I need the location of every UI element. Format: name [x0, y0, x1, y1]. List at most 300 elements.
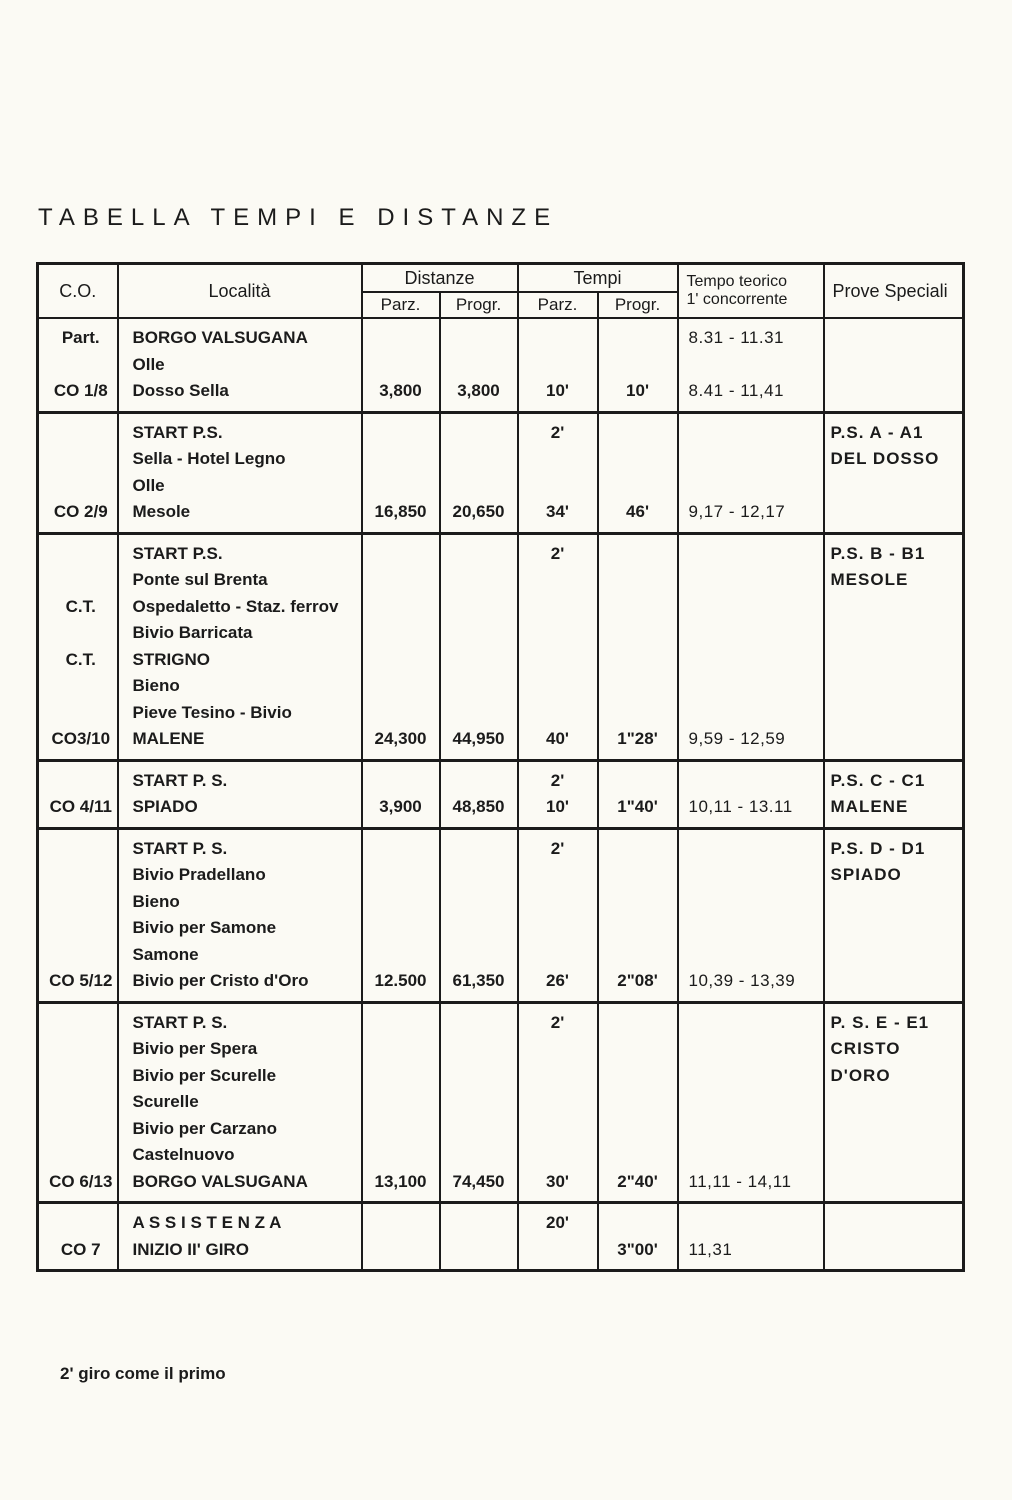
localita-line: SPIADO — [132, 797, 198, 816]
co-line — [39, 862, 117, 889]
tempo-progressivo-line — [599, 862, 677, 889]
distanza-progressiva-line — [441, 673, 517, 700]
co-line — [39, 889, 117, 916]
tempo-progressivo-line — [599, 836, 677, 863]
co-line — [39, 673, 117, 700]
co-line — [39, 473, 117, 500]
distanza-progressiva-line: 3,800 — [457, 381, 500, 400]
co-line — [39, 700, 117, 727]
tempo-progressivo-line — [599, 1063, 677, 1090]
prova-speciale-cell — [824, 412, 964, 533]
distanza-progressiva-line — [441, 647, 517, 674]
prova-speciale-line — [825, 1142, 963, 1169]
prova-speciale-line — [825, 889, 963, 916]
prova-speciale-line — [825, 325, 963, 352]
prova-speciale-line — [825, 620, 963, 647]
localita-cell — [118, 412, 362, 533]
prova-speciale-line — [825, 1116, 963, 1143]
distanza-parziale-line: 24,300 — [374, 729, 427, 748]
prova-speciale-line — [825, 915, 963, 942]
tempo-progressivo-line — [599, 352, 677, 379]
distanza-progressiva-line: 48,850 — [452, 797, 505, 816]
tempo-progressivo-line: 1"28' — [617, 729, 658, 748]
distanza-progressiva-cell — [440, 533, 518, 760]
table-row — [38, 412, 964, 533]
header-tempo-teorico — [678, 264, 824, 319]
prova-speciale-line — [825, 1169, 963, 1196]
tempo-teorico-line — [679, 1010, 823, 1037]
localita-line: Bivio per Samone — [132, 918, 277, 937]
tempo-parziale-line: 26' — [546, 971, 569, 990]
distanza-parziale-line — [363, 647, 439, 674]
tempo-teorico-cell — [678, 1203, 824, 1271]
tempo-teorico-line — [679, 889, 823, 916]
distanza-progressiva-line — [441, 1089, 517, 1116]
co-cell — [38, 533, 118, 760]
co-line — [39, 1142, 117, 1169]
tempo-parziale-line — [519, 1089, 597, 1116]
co-line: CO 1/8 — [53, 381, 108, 400]
distanza-progressiva-line — [441, 942, 517, 969]
co-cell — [38, 412, 118, 533]
distanza-parziale-line — [363, 836, 439, 863]
localita-line: START P. S. — [132, 838, 228, 858]
distanza-progressiva-cell — [440, 828, 518, 1002]
localita-line: Scurelle — [132, 1092, 199, 1111]
tempo-teorico-line — [679, 352, 823, 379]
localita-cell — [118, 533, 362, 760]
tempo-parziale-line — [519, 915, 597, 942]
distanza-parziale-line — [363, 594, 439, 621]
tempo-teorico-line — [679, 1210, 823, 1237]
localita-line: START P. S. — [132, 770, 228, 790]
prova-speciale-line: P.S. C - C1 — [830, 770, 926, 790]
tempo-progressivo-cell — [598, 1203, 678, 1271]
localita-line: START P. S. — [132, 1012, 228, 1032]
prova-speciale-line — [825, 942, 963, 969]
tempo-parziale-cell — [518, 1203, 598, 1271]
localita-line: Dosso Sella — [132, 381, 229, 400]
tempo-progressivo-line: 2"08' — [617, 971, 658, 990]
tempo-parziale-line — [519, 1116, 597, 1143]
co-line — [39, 1210, 117, 1237]
tempo-teorico-line: 11,11 - 14,11 — [688, 1171, 792, 1191]
distanza-progressiva-line — [441, 446, 517, 473]
co-line — [39, 541, 117, 568]
tempo-progressivo-line — [599, 446, 677, 473]
tempo-teorico-line — [679, 673, 823, 700]
tempo-parziale-line: 10' — [546, 381, 569, 400]
distanza-parziale-line — [363, 673, 439, 700]
tempo-progressivo-cell — [598, 412, 678, 533]
page-title: TABELLA TEMPI E DISTANZE — [38, 204, 559, 231]
tempo-teorico-line — [679, 420, 823, 447]
distanza-parziale-line — [363, 1142, 439, 1169]
tempo-progressivo-line — [599, 1142, 677, 1169]
tempo-parziale-line — [519, 446, 597, 473]
prova-speciale-line — [825, 647, 963, 674]
tempo-teorico-cell — [678, 828, 824, 1002]
tempo-teorico-cell — [678, 760, 824, 828]
localita-line: Olle — [132, 354, 165, 374]
prova-speciale-line — [825, 499, 963, 526]
localita-line: STRIGNO — [132, 649, 210, 669]
localita-line: Sella - Hotel Legno — [132, 449, 286, 468]
tempo-parziale-line — [519, 647, 597, 674]
tempo-parziale-line — [519, 889, 597, 916]
distanza-parziale-line: 3,800 — [379, 381, 422, 400]
tempo-parziale-cell — [518, 412, 598, 533]
tempo-teorico-cell — [678, 412, 824, 533]
tempo-teorico-line — [679, 567, 823, 594]
tempo-teorico-line — [679, 541, 823, 568]
distanza-progressiva-line — [441, 325, 517, 352]
distanza-progressiva-line — [441, 541, 517, 568]
tempo-parziale-line: 10' — [546, 797, 569, 816]
localita-line: Bivio Barricata — [132, 623, 253, 642]
tempo-progressivo-line — [599, 1010, 677, 1037]
prova-speciale-line: D'ORO — [830, 1065, 891, 1085]
co-line: CO 4/11 — [49, 797, 112, 816]
tempo-teorico-line — [679, 1063, 823, 1090]
tempo-teorico-line — [679, 768, 823, 795]
co-line — [39, 1010, 117, 1037]
co-line — [39, 620, 117, 647]
co-line — [39, 942, 117, 969]
tempo-teorico-line — [679, 446, 823, 473]
localita-line: BORGO VALSUGANA — [132, 1171, 308, 1191]
header-tempo-teorico-line1: Tempo teorico — [686, 273, 788, 290]
tempo-parziale-line: 34' — [546, 502, 569, 521]
prova-speciale-line: DEL DOSSO — [830, 449, 940, 468]
header-tempo-teorico-line2: 1' concorrente — [686, 291, 788, 308]
tempo-progressivo-line — [599, 700, 677, 727]
tempo-parziale-line — [519, 1036, 597, 1063]
distanza-progressiva-line — [441, 1142, 517, 1169]
localita-line: Bivio per Spera — [132, 1039, 258, 1058]
prova-speciale-line — [825, 968, 963, 995]
tempo-parziale-line — [519, 352, 597, 379]
prova-speciale-line: P. S. E - E1 — [830, 1012, 930, 1032]
prova-speciale-cell — [824, 828, 964, 1002]
distanza-parziale-line — [363, 541, 439, 568]
distanza-parziale-cell — [362, 1203, 440, 1271]
tempo-teorico-line — [679, 620, 823, 647]
tempo-teorico-line — [679, 594, 823, 621]
distanza-progressiva-line — [441, 1010, 517, 1037]
distanza-parziale-line: 16,850 — [374, 502, 427, 521]
distanza-progressiva-line: 61,350 — [452, 971, 505, 990]
co-line — [39, 446, 117, 473]
localita-line: Mesole — [132, 502, 191, 521]
distanza-parziale-line — [363, 420, 439, 447]
localita-line: START P.S. — [132, 422, 223, 442]
header-tempi-progr: Progr. — [598, 292, 678, 318]
tempo-parziale-line — [519, 673, 597, 700]
tempo-teorico-line — [679, 700, 823, 727]
tempo-teorico-line: 8.31 - 11.31 — [688, 328, 784, 347]
co-line — [39, 352, 117, 379]
header-tempi-parz: Parz. — [518, 292, 598, 318]
tempo-progressivo-line: 10' — [626, 381, 649, 400]
distanza-parziale-cell — [362, 412, 440, 533]
prova-speciale-cell — [824, 1002, 964, 1203]
prova-speciale-line — [825, 1089, 963, 1116]
prova-speciale-cell — [824, 533, 964, 760]
distanza-parziale-line — [363, 473, 439, 500]
header-localita: Località — [118, 264, 362, 319]
distanza-parziale-line — [363, 1237, 439, 1264]
tempo-teorico-line: 10,39 - 13,39 — [688, 971, 796, 990]
co-line: CO3/10 — [51, 729, 111, 748]
localita-cell — [118, 760, 362, 828]
tempo-progressivo-cell — [598, 828, 678, 1002]
tempo-teorico-line — [679, 862, 823, 889]
co-line: C.T. — [65, 596, 96, 616]
tempo-parziale-line: 20' — [546, 1213, 569, 1232]
tempo-progressivo-cell — [598, 533, 678, 760]
localita-line: START P.S. — [132, 543, 223, 563]
co-cell — [38, 1203, 118, 1271]
tempo-teorico-cell — [678, 318, 824, 412]
tempo-teorico-line: 10,11 - 13.11 — [688, 797, 793, 816]
tempo-teorico-line — [679, 1142, 823, 1169]
localita-line: Castelnuovo — [132, 1145, 235, 1164]
tempo-progressivo-line — [599, 567, 677, 594]
co-line — [39, 1036, 117, 1063]
prova-speciale-line: P.S. B - B1 — [830, 543, 926, 563]
tempo-parziale-line: 30' — [546, 1171, 569, 1191]
localita-line: Samone — [132, 944, 199, 964]
tempo-teorico-line — [679, 1116, 823, 1143]
tempo-parziale-line: 2' — [550, 1012, 565, 1032]
tempo-parziale-line: 2' — [550, 770, 565, 790]
header-distanze-parz: Parz. — [362, 292, 440, 318]
co-cell — [38, 318, 118, 412]
tempo-progressivo-cell — [598, 1002, 678, 1203]
tempo-progressivo-line — [599, 1116, 677, 1143]
localita-line: Bieno — [132, 891, 180, 911]
distanza-parziale-line — [363, 352, 439, 379]
distanza-progressiva-line — [441, 1036, 517, 1063]
distanza-progressiva-line — [441, 352, 517, 379]
tempo-teorico-line — [679, 1089, 823, 1116]
distanza-parziale-line — [363, 1116, 439, 1143]
co-line — [39, 420, 117, 447]
co-line — [39, 1063, 117, 1090]
distanza-parziale-line — [363, 862, 439, 889]
prova-speciale-cell — [824, 760, 964, 828]
distanza-parziale-line: 3,900 — [379, 797, 422, 816]
localita-line: Pieve Tesino - Bivio — [132, 702, 292, 722]
distanza-progressiva-line — [441, 420, 517, 447]
prova-speciale-line: P.S. D - D1 — [830, 838, 926, 858]
distanza-parziale-line — [363, 1089, 439, 1116]
prova-speciale-line — [825, 378, 963, 405]
distanza-progressiva-line — [441, 567, 517, 594]
localita-line: Bivio per Carzano — [132, 1118, 278, 1138]
table-row — [38, 318, 964, 412]
distanza-progressiva-line — [441, 862, 517, 889]
prova-speciale-line: P.S. A - A1 — [830, 422, 924, 442]
tempo-progressivo-line — [599, 473, 677, 500]
prova-speciale-line — [825, 726, 963, 753]
distanza-progressiva-cell — [440, 1002, 518, 1203]
prova-speciale-line — [825, 352, 963, 379]
prova-speciale-line — [825, 1210, 963, 1237]
tempo-progressivo-line — [599, 942, 677, 969]
localita-cell — [118, 828, 362, 1002]
header-distanze-progr: Progr. — [440, 292, 518, 318]
distanza-progressiva-line — [441, 594, 517, 621]
localita-cell — [118, 1203, 362, 1271]
tempo-parziale-cell — [518, 1002, 598, 1203]
tempo-progressivo-line — [599, 541, 677, 568]
tempo-teorico-cell — [678, 533, 824, 760]
localita-line: Bivio per Cristo d'Oro — [132, 971, 309, 990]
tempo-progressivo-line — [599, 594, 677, 621]
co-line: CO 7 — [60, 1239, 101, 1259]
tempo-teorico-cell — [678, 1002, 824, 1203]
distanza-parziale-line — [363, 1063, 439, 1090]
distanza-parziale-line — [363, 325, 439, 352]
co-line: CO 5/12 — [49, 971, 113, 990]
distanza-parziale-line — [363, 1210, 439, 1237]
prova-speciale-line: MALENE — [830, 797, 909, 816]
header-co: C.O. — [38, 264, 118, 319]
co-line — [39, 1089, 117, 1116]
header-distanze: Distanze — [362, 264, 518, 293]
tempo-progressivo-line — [599, 768, 677, 795]
distanza-progressiva-line — [441, 700, 517, 727]
header-tempi: Tempi — [518, 264, 678, 293]
tempo-parziale-line: 2' — [550, 543, 565, 563]
prova-speciale-line: MESOLE — [830, 570, 909, 589]
co-cell — [38, 1002, 118, 1203]
prova-speciale-line: SPIADO — [830, 865, 902, 884]
distanza-progressiva-line — [441, 1237, 517, 1264]
co-cell — [38, 828, 118, 1002]
tempo-progressivo-cell — [598, 760, 678, 828]
tempo-progressivo-cell — [598, 318, 678, 412]
co-line — [39, 567, 117, 594]
times-distances-table — [36, 262, 965, 1272]
distanza-progressiva-line — [441, 620, 517, 647]
distanza-parziale-line — [363, 915, 439, 942]
distanza-progressiva-line — [441, 915, 517, 942]
co-line: C.T. — [65, 649, 96, 669]
distanza-progressiva-line: 44,950 — [452, 729, 505, 748]
tempo-parziale-cell — [518, 760, 598, 828]
co-cell — [38, 760, 118, 828]
localita-line: A S S I S T E N Z A — [132, 1213, 282, 1232]
tempo-progressivo-line: 1"40' — [617, 797, 658, 816]
prova-speciale-line — [825, 473, 963, 500]
distanza-progressiva-line — [441, 1116, 517, 1143]
tempo-progressivo-line — [599, 889, 677, 916]
prova-speciale-line — [825, 1237, 963, 1264]
tempo-progressivo-line: 2"40' — [617, 1171, 658, 1191]
distanza-parziale-line: 13,100 — [374, 1171, 427, 1191]
prova-speciale-line — [825, 673, 963, 700]
distanza-progressiva-line — [441, 889, 517, 916]
tempo-parziale-line — [519, 325, 597, 352]
tempo-parziale-line: 40' — [546, 729, 569, 748]
distanza-parziale-line — [363, 1010, 439, 1037]
table-row — [38, 1203, 964, 1271]
prova-speciale-line — [825, 594, 963, 621]
distanza-parziale-line — [363, 567, 439, 594]
localita-line: Ospedaletto - Staz. ferrov — [132, 596, 339, 616]
prova-speciale-cell — [824, 318, 964, 412]
distanza-progressiva-cell — [440, 760, 518, 828]
tempo-parziale-line — [519, 567, 597, 594]
distanza-progressiva-line — [441, 473, 517, 500]
distanza-progressiva-cell — [440, 412, 518, 533]
co-line — [39, 768, 117, 795]
localita-cell — [118, 1002, 362, 1203]
tempo-parziale-line — [519, 700, 597, 727]
distanza-progressiva-line: 74,450 — [452, 1171, 505, 1191]
tempo-parziale-cell — [518, 828, 598, 1002]
co-line: CO 6/13 — [49, 1171, 113, 1191]
co-line: Part. — [61, 328, 100, 347]
co-line — [39, 836, 117, 863]
tempo-progressivo-line — [599, 325, 677, 352]
distanza-progressiva-line — [441, 768, 517, 795]
tempo-teorico-line: 9,17 - 12,17 — [688, 502, 786, 521]
table-row — [38, 760, 964, 828]
co-line — [39, 915, 117, 942]
distanza-progressiva-line — [441, 1210, 517, 1237]
tempo-progressivo-line — [599, 673, 677, 700]
header-prove-speciali: Prove Speciali — [824, 264, 964, 319]
tempo-progressivo-line — [599, 1036, 677, 1063]
tempo-teorico-line — [679, 836, 823, 863]
localita-line: INIZIO II' GIRO — [132, 1239, 249, 1259]
tempo-teorico-line — [679, 647, 823, 674]
distanza-progressiva-line — [441, 1063, 517, 1090]
tempo-progressivo-line: 3"00' — [617, 1239, 658, 1259]
tempo-progressivo-line — [599, 1089, 677, 1116]
tempo-teorico-line — [679, 942, 823, 969]
localita-line: Bieno — [132, 676, 180, 695]
tempo-teorico-line: 11,31 — [688, 1239, 733, 1259]
prova-speciale-cell — [824, 1203, 964, 1271]
distanza-parziale-line — [363, 768, 439, 795]
distanza-parziale-cell — [362, 760, 440, 828]
distanza-parziale-line — [363, 942, 439, 969]
tempo-teorico-line: 8.41 - 11,41 — [688, 381, 784, 400]
tempo-parziale-line — [519, 620, 597, 647]
localita-line: Ponte sul Brenta — [132, 570, 268, 589]
distanza-progressiva-cell — [440, 318, 518, 412]
localita-cell — [118, 318, 362, 412]
table-row — [38, 533, 964, 760]
tempo-parziale-line — [519, 862, 597, 889]
tempo-parziale-line — [519, 594, 597, 621]
distanza-parziale-cell — [362, 533, 440, 760]
tempo-parziale-line — [519, 473, 597, 500]
tempo-progressivo-line — [599, 915, 677, 942]
distanza-progressiva-line: 20,650 — [452, 502, 505, 521]
tempo-parziale-line: 2' — [550, 422, 565, 442]
table-row — [38, 1002, 964, 1203]
distanza-progressiva-line — [441, 836, 517, 863]
prova-speciale-line — [825, 700, 963, 727]
distanza-parziale-line — [363, 620, 439, 647]
distanza-parziale-cell — [362, 828, 440, 1002]
